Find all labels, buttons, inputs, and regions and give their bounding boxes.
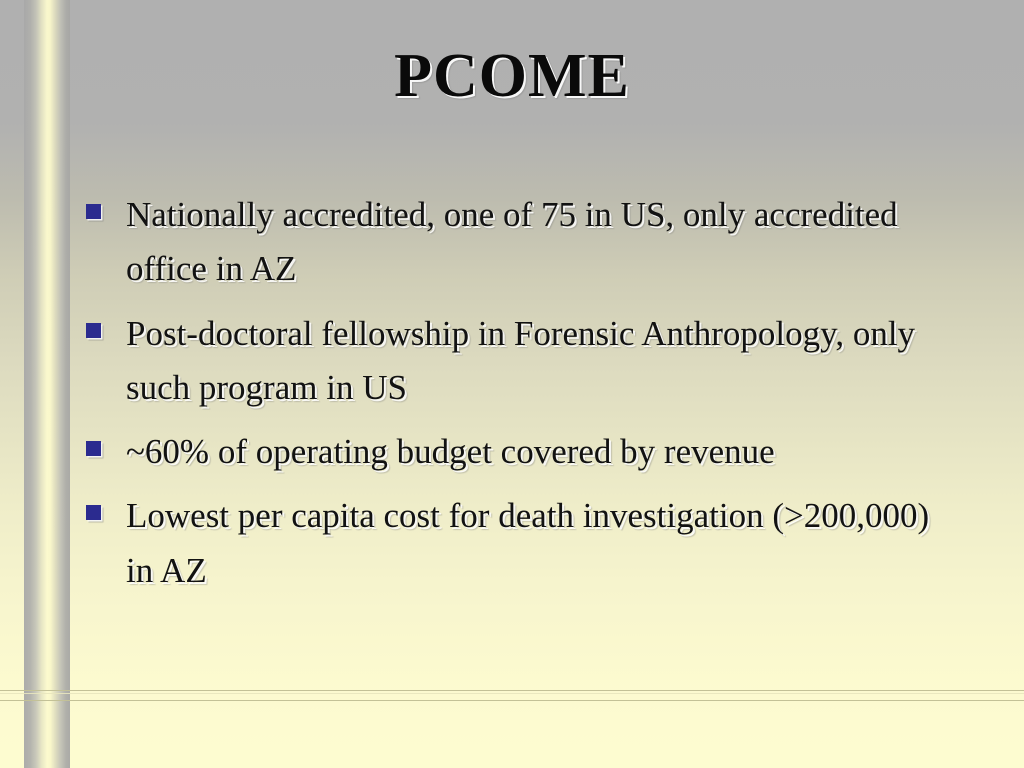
slide-title: PCOME (394, 42, 630, 110)
slide-body (86, 188, 946, 608)
left-decorative-stripe (24, 0, 70, 768)
square-bullet-icon (86, 204, 101, 219)
square-bullet-icon (86, 505, 101, 520)
list-item (86, 425, 946, 479)
bullet-text: ~60% of operating budget covered by revenue (126, 432, 775, 471)
list-item (86, 489, 946, 598)
footer-rule-lower (0, 700, 1024, 701)
bullet-text: Post-doctoral fellowship in Forensic Anthropology, only such program in US (126, 313, 916, 407)
list-item (86, 307, 946, 416)
square-bullet-icon (86, 323, 101, 338)
square-bullet-icon (86, 441, 101, 456)
list-item (86, 188, 946, 297)
bullet-text: Nationally accredited, one of 75 in US, only accredited office in AZ (126, 195, 898, 289)
slide-title-area (0, 44, 1024, 109)
bullet-text: Lowest per capita cost for death investigation (>200,000) in AZ (126, 496, 930, 590)
footer-rule-hairline (0, 693, 1024, 694)
footer-rule-upper (0, 690, 1024, 691)
